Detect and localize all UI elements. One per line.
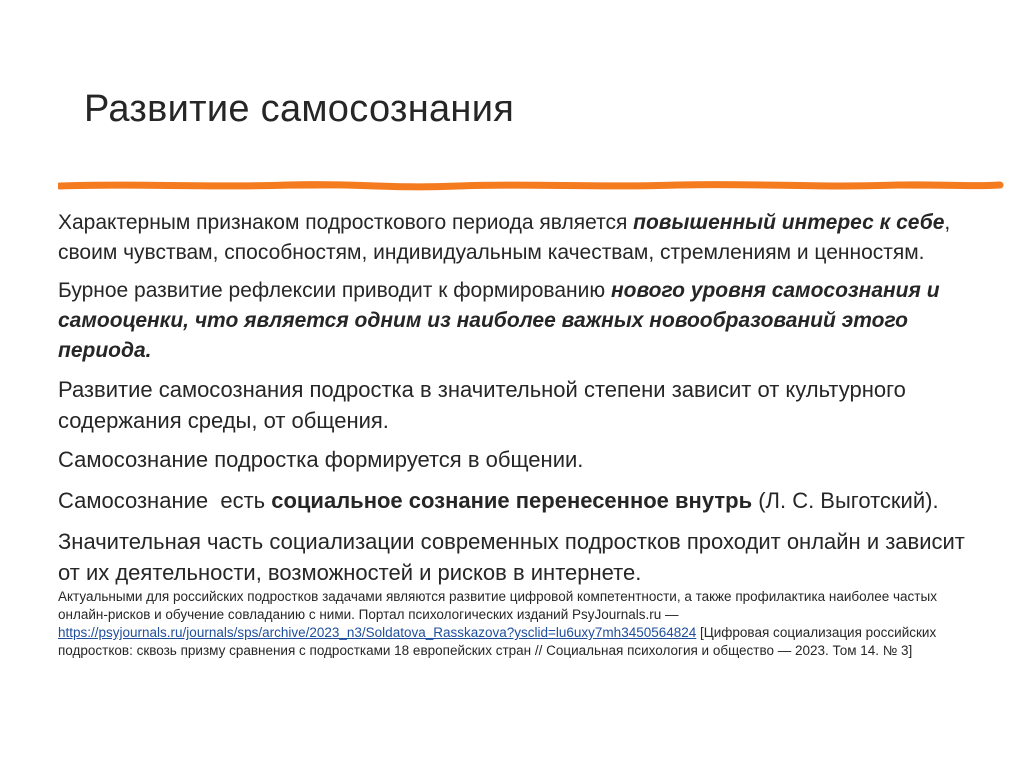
paragraph-vygotsky-text-2: (Л. С. Выготский).: [752, 488, 939, 513]
paragraph-socialization: [58, 526, 988, 660]
accent-brush-line: [58, 176, 1004, 196]
reference-note-text: Актуальными для российских подростков задачами являются развитие цифровой компетентности, а также профилактика наиболее частых онлайн-рисков и обучение совладанию с ними. Портал психологических изданий PsyJournals.ru —: [58, 589, 937, 622]
accent-brush-stroke-overlay: [64, 186, 996, 187]
slide-body: [58, 208, 988, 668]
paragraph-interest: [58, 208, 988, 268]
reference-citation: [Цифровая социализация российских подростков: сквозь призму сравнения с подростками 18 европейских стран // Социальная психология и общество — 2023. Том 14. № 3]: [58, 625, 937, 658]
paragraph-vygotsky-text-1: Самосознание есть: [58, 488, 272, 513]
slide-title: Развитие самосознания: [84, 88, 515, 130]
paragraph-interest-text-1: Характерным признаком подросткового периода является: [58, 211, 634, 234]
paragraph-reflection-text: Бурное развитие рефлексии приводит к формированию: [58, 279, 611, 302]
paragraph-interest-text-2: , своим чувствам, способностям, индивидуальным качествам, стремлениям и ценностям.: [58, 211, 951, 264]
paragraph-vygotsky: [58, 485, 988, 516]
paragraph-interest-emphasis: повышенный интерес к себе: [633, 211, 945, 234]
reference-note: [58, 588, 988, 660]
paragraph-culture: Развитие самосознания подростка в значительной степени зависит от культурного содержания среды, от общения.: [58, 377, 906, 433]
paragraph-socialization-text: Значительная часть социализации современных подростков проходит онлайн и зависит от их деятельности, возможностей и рисков в интернете.: [58, 529, 965, 585]
paragraph-vygotsky-emphasis: социальное сознание перенесенное внутрь: [271, 488, 753, 513]
paragraph-reflection: [58, 276, 988, 366]
paragraph-reflection-emphasis: нового уровня самосознания и самооценки, что является одним из наиболее важных новообразований этого периода.: [58, 279, 940, 362]
reference-link[interactable]: https://psyjournals.ru/journals/sps/archive/2023_n3/Soldatova_Rasskazova?ysclid=lu6uxy7mh3450564824: [58, 625, 697, 640]
paragraph-communication: Самосознание подростка формируется в общении.: [58, 447, 584, 472]
